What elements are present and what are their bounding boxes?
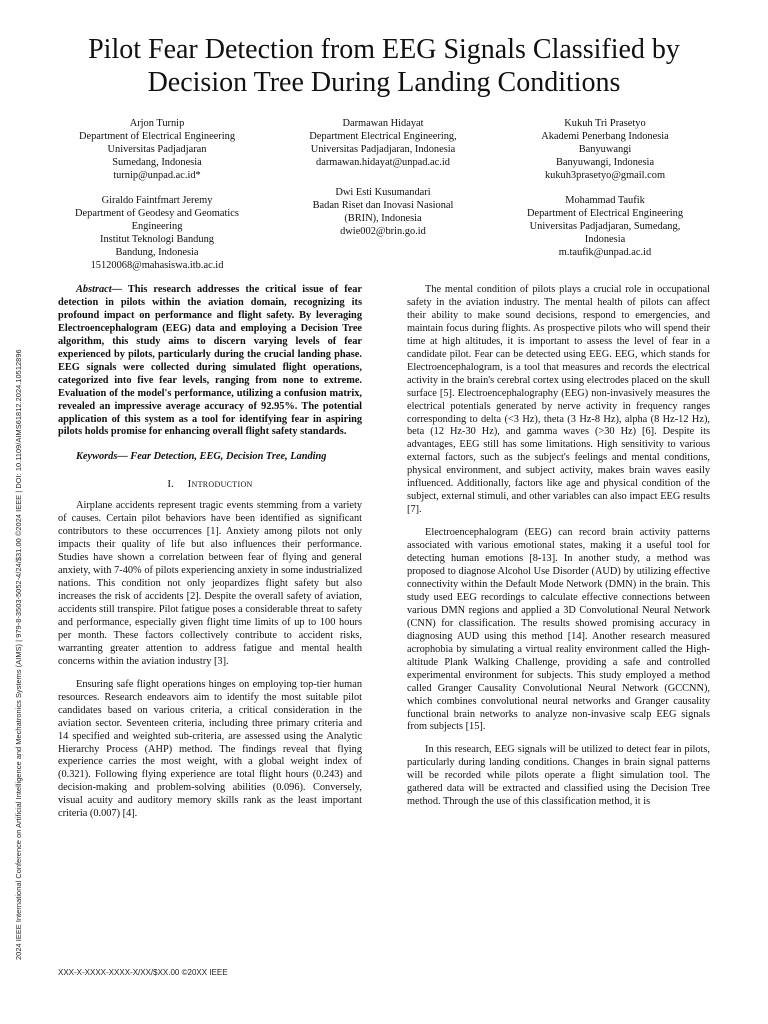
keywords: Keywords— Fear Detection, EEG, Decision Tree, Landing bbox=[76, 451, 327, 463]
copyright-footer: XXX-X-XXXX-XXXX-X/XX/$XX.00 ©20XX IEEE bbox=[58, 968, 228, 977]
abstract-lead: Abstract— bbox=[76, 284, 122, 295]
author-affiliation: Badan Riset dan Inovasi Nasional bbox=[312, 200, 454, 211]
author-affiliation: Department of Geodesy and Geomatics bbox=[75, 208, 239, 219]
section-title: Introduction bbox=[187, 478, 253, 491]
author-name: Dwi Esti Kusumandari bbox=[335, 187, 431, 198]
author-affiliation: Banyuwangi, Indonesia bbox=[555, 157, 655, 168]
author-email: dwie002@brin.go.id bbox=[340, 226, 426, 237]
author-block bbox=[510, 194, 700, 259]
author-block bbox=[288, 117, 478, 169]
author-affiliation: Universitas Padjadjaran, Indonesia bbox=[310, 144, 456, 155]
author-email: turnip@unpad.ac.id* bbox=[113, 170, 201, 181]
paragraph: The mental condition of pilots plays a crucial role in occupational safety in the aviation industry. The mental health of pilots can affect their ability to make sound decisions, respond to emergencies, and maintain focus during flights. As prospective pilots who will spend their time at high altitudes, it is important to assess the level of fear in a candidate pilot. Fear can be detected using EEG. EEG, which stands for Electroencephalogram, is a tool that measures and records the electrical activity in the brain's cerebral cortex using electrodes placed on the skull surface [5]. Electroencephalography (EEG) non-invasively measures the electrical potentials generated by nerve activity in frequency ranges corresponding to delta (<3 Hz), theta (3 Hz-8 Hz), alpha (8 Hz-12 Hz), beta (12 Hz-30 Hz), and gamma waves (>30 Hz) [6]. Despite its advantages, EEG still has some limitations. High sensitivity to various external factors, such as the subject's feelings and mental conditions, physical environment, and subject activity, makes brain waves easily influenced. Additionally, factors like age and physical condition of the subject, external stimuli, and other variables can also impact EEG results [7]. bbox=[407, 284, 710, 516]
author-name: Kukuh Tri Prasetyo bbox=[564, 118, 646, 129]
author-affiliation: Bandung, Indonesia bbox=[115, 247, 199, 258]
author-block bbox=[62, 194, 252, 272]
left-column bbox=[58, 284, 362, 831]
paragraph: Electroencephalogram (EEG) can record brain activity patterns associated with various emotional states, making it a useful tool for detecting human emotions [8-13]. In another study, a method was proposed to diagnose Alcohol Use Disorder (AUD) by utilizing effective connectivity within the Default Mode Network (DMN) in the brain. This study used EEG recordings to calculate effective connections between various DMN regions and applied a 3D Convolutional Neural Network (CNN) for classification. The results showed promising accuracy in diagnosing AUD using this method [14]. Another research measured acrophobia by simulating a virtual reality environment called the High-altitude Plank Walking Challenge, providing a safe and controlled experimental environment for subjects. This study employed a method called Granger Causality Convolutional Neural Network (GCCNN), which combines convolutional neural networks and Granger causality functional brain networks to analyze non-invasive scalp EEG signals from subjects [15]. bbox=[407, 527, 710, 733]
paragraph: Airplane accidents represent tragic events stemming from a variety of causes. Certain pilot behaviors have been identified as significant contributors to these occurrences [1]. Anxiety among pilots not only impacts their quality of life but also influences their performance. Studies have shown a correlation between fear of flying and general anxiety, with 7-40% of pilots experiencing anxiety in some industrialized nations. This condition not only jeopardizes flight safety but also increases the risk of accidents [2]. Despite the overall safety of aviation, accidents still transpire. Pilot fatigue poses a considerable threat to safety and performance, especially given flight time limits of up to 100 hours per month. These factors collectively contribute to accident risks, warranting greater attention to address fatigue and mental health concerns within the aviation industry [3]. bbox=[58, 500, 362, 667]
paragraph: Ensuring safe flight operations hinges on employing top-tier human resources. Research endeavors aim to identify the most suitable pilot candidates based on various criteria, a critical consideration in the aviation sector. Seventeen criteria, including three primary criteria and 14 specified and weighted sub-criteria, are assessed using the Analytic Hierarchy Process (AHP) method. The findings reveal that flying experience carries the most weight, with a global weight index of (0.321). Following flying experience are total flight hours (0.243) and decision-making and problem-solving abilities (0.096). Conversely, visual acuity and auditory memory skills rank as the least important criteria (0.007) [4]. bbox=[58, 678, 362, 820]
author-block bbox=[510, 117, 700, 182]
paper-title: Pilot Fear Detection from EEG Signals Classified by Decision Tree During Landing Conditions bbox=[88, 34, 680, 98]
author-affiliation: Banyuwangi bbox=[578, 144, 632, 155]
author-affiliation: Department of Electrical Engineering bbox=[526, 208, 684, 219]
author-name: Darmawan Hidayat bbox=[342, 118, 424, 129]
author-affiliation: Sumedang, Indonesia bbox=[112, 157, 202, 168]
author-email: 15120068@mahasiswa.itb.ac.id bbox=[90, 260, 224, 271]
author-affiliation: Indonesia bbox=[584, 234, 626, 245]
paragraph: In this research, EEG signals will be utilized to detect fear in pilots, particularly during landing conditions. Changes in brain signal patterns will be recorded while pilots operate a flight simulation tool. The gathered data will be extracted and classified using the Decision Tree method. Through the use of this classification method, it is bbox=[407, 744, 710, 808]
author-email: m.taufik@unpad.ac.id bbox=[558, 247, 652, 258]
author-affiliation: (BRIN), Indonesia bbox=[344, 213, 422, 224]
author-email: kukuh3prasetyo@gmail.com bbox=[544, 170, 666, 181]
author-affiliation: Universitas Padjadjaran, Sumedang, bbox=[529, 221, 681, 232]
author-affiliation: Department Electrical Engineering, bbox=[309, 131, 457, 142]
author-name: Giraldo Faintfmart Jeremy bbox=[101, 195, 213, 206]
author-affiliation: Engineering bbox=[131, 221, 183, 232]
author-affiliation: Akademi Penerbang Indonesia bbox=[541, 131, 669, 142]
abstract bbox=[58, 284, 362, 439]
ieee-citation-sidebar: 2024 IEEE International Conference on Artificial Intelligence and Mechatronics Systems (AIMS) | 979-8-3503-5052-4/24/$31.00 ©2024 IEEE | DOI: 10.1109/AIMS61812.2024.10512896 bbox=[14, 349, 23, 960]
author-affiliation: Universitas Padjadjaran bbox=[107, 144, 207, 155]
right-column bbox=[407, 284, 710, 819]
author-block bbox=[288, 186, 478, 238]
section-heading-introduction bbox=[58, 478, 362, 491]
author-name: Arjon Turnip bbox=[129, 118, 185, 129]
author-email: darmawan.hidayat@unpad.ac.id bbox=[316, 157, 450, 168]
abstract-text: This research addresses the critical issue of fear detection in pilots within the aviation domain, recognizing its profound impact on performance and flight safety. By leveraging Electroencephalogram (EEG) data and employing a Decision Tree algorithm, this study aims to discern varying levels of fear experienced by pilots, particularly during the crucial landing phase. EEG signals were collected during simulated flight operations, categorized into five fear levels, ranging from none to extreme. Evaluation of the model's performance, utilizing a confusion matrix, revealed an impressive average accuracy of 92.95%. The potential application of this system as a tool for identifying fear in aspiring pilots holds promise for enhancing overall flight safety standards. bbox=[58, 284, 362, 438]
author-block bbox=[62, 117, 252, 182]
section-number: I. bbox=[167, 478, 174, 491]
author-affiliation: Department of Electrical Engineering bbox=[78, 131, 236, 142]
author-affiliation: Institut Teknologi Bandung bbox=[100, 234, 214, 245]
author-name: Mohammad Taufik bbox=[565, 195, 645, 206]
